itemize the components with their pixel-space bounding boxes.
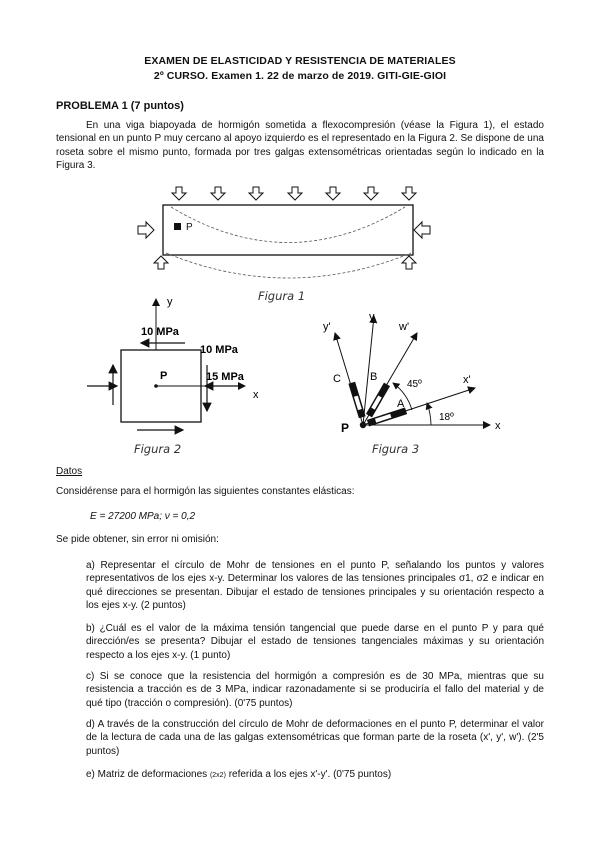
figure-3-caption: Figura 3 <box>372 442 420 456</box>
figure-3-axis-yp: y' <box>323 321 331 333</box>
figure-2-caption: Figura 2 <box>134 442 182 456</box>
distributed-load-arrows <box>172 187 416 200</box>
stress-top-label: 10 MPa <box>141 326 179 338</box>
angle-18-label: 18º <box>439 412 454 423</box>
item-e-prefix: e) Matriz de deformaciones <box>86 769 208 780</box>
problem-intro: En una viga biapoyada de hormigón sometida a flexocompresión (véase la Figura 1), el estado tensional en un punto P muy cercano al apoyo izquierdo es el representado en la Figura 2. Se dispone de una roseta sobre el mismo punto, formada por tres galgas extensométricas orientadas según lo indicado en la Figura 3. <box>56 120 544 171</box>
figure-2-point-label: P <box>160 370 168 382</box>
stress-right-shear-label: 10 MPa <box>200 344 238 356</box>
item-a: a) Representar el círculo de Mohr de tensiones en el punto P, señalando los puntos y valores representativos de los ejes x-y. Determinar los valores de las tensiones principales σ1, σ2 e indicar en qué direcciones se presentan. Dibujar el estado de tensiones principales y su orientación respecto a los ejes x-y. (2 puntos) <box>86 560 544 611</box>
gauge-c-label: C <box>333 373 341 385</box>
elastic-constants: E = 27200 MPa; ν = 0,2 <box>90 511 196 522</box>
figure-2-stress-element <box>85 293 285 441</box>
support-arrows <box>154 256 416 269</box>
stress-right-normal-label: 15 MPa <box>206 371 244 383</box>
figure-3-axis-xp: x' <box>463 374 471 386</box>
figure-1-beam <box>130 183 440 288</box>
exam-subtitle: 2º CURSO. Examen 1. 22 de marzo de 2019. GITI-GIE-GIOI <box>153 70 447 82</box>
datos-line: Considérense para el hormigón las siguientes constantes elásticas: <box>56 486 355 497</box>
item-e-subscript: (2x2) <box>209 772 226 779</box>
figure-2-axis-x: x <box>253 389 259 401</box>
figure-1-caption: Figura 1 <box>258 289 306 303</box>
problem-title: PROBLEMA 1 (7 puntos) <box>56 100 184 112</box>
item-e <box>86 768 544 782</box>
angle-45-label: 45º <box>407 379 422 390</box>
gauge-b-label: B <box>370 371 378 383</box>
figure-3-rosette <box>315 308 535 448</box>
beam-rectangle <box>163 205 413 255</box>
figure-2-axis-y: y <box>167 296 173 308</box>
item-d: d) A través de la construcción del círculo de Mohr de deformaciones en el punto P, determinar el valor de la lectura de cada una de las galgas extensométricas que forman parte de la roseta (x', y', w'). (2'5 puntos) <box>86 719 544 757</box>
request-line: Se pide obtener, sin error ni omisión: <box>56 534 219 545</box>
point-p-marker <box>174 223 181 230</box>
gauge-a-label: A <box>397 398 405 410</box>
exam-title: EXAMEN DE ELASTICIDAD Y RESISTENCIA DE MATERIALES <box>144 55 456 67</box>
item-e-suffix: referida a los ejes x'-y'. (0'75 puntos) <box>228 769 392 780</box>
figure-1-point-label: P <box>186 222 193 233</box>
item-b: b) ¿Cuál es el valor de la máxima tensión tangencial que puede darse en el punto P y para qué dirección/es se presenta? Dibujar el estado de tensiones tangenciales máximas y su orientación respecto a los ejes x-y. (1 punto) <box>86 623 544 661</box>
datos-heading: Datos <box>56 466 83 477</box>
figure-3-axis-wp: w' <box>399 321 410 333</box>
item-c: c) Si se conoce que la resistencia del hormigón a compresión es de 30 MPa, mientras que su resistencia a tracción es de 3 MPa, indicar razonadamente si se produciría el fallo del material y de qué tipo (tracción o compresión). (0'75 puntos) <box>86 671 544 709</box>
figure-3-point-label: P <box>341 421 350 435</box>
figure-3-axis-y: y <box>369 311 375 323</box>
figure-3-axis-x: x <box>495 420 501 432</box>
